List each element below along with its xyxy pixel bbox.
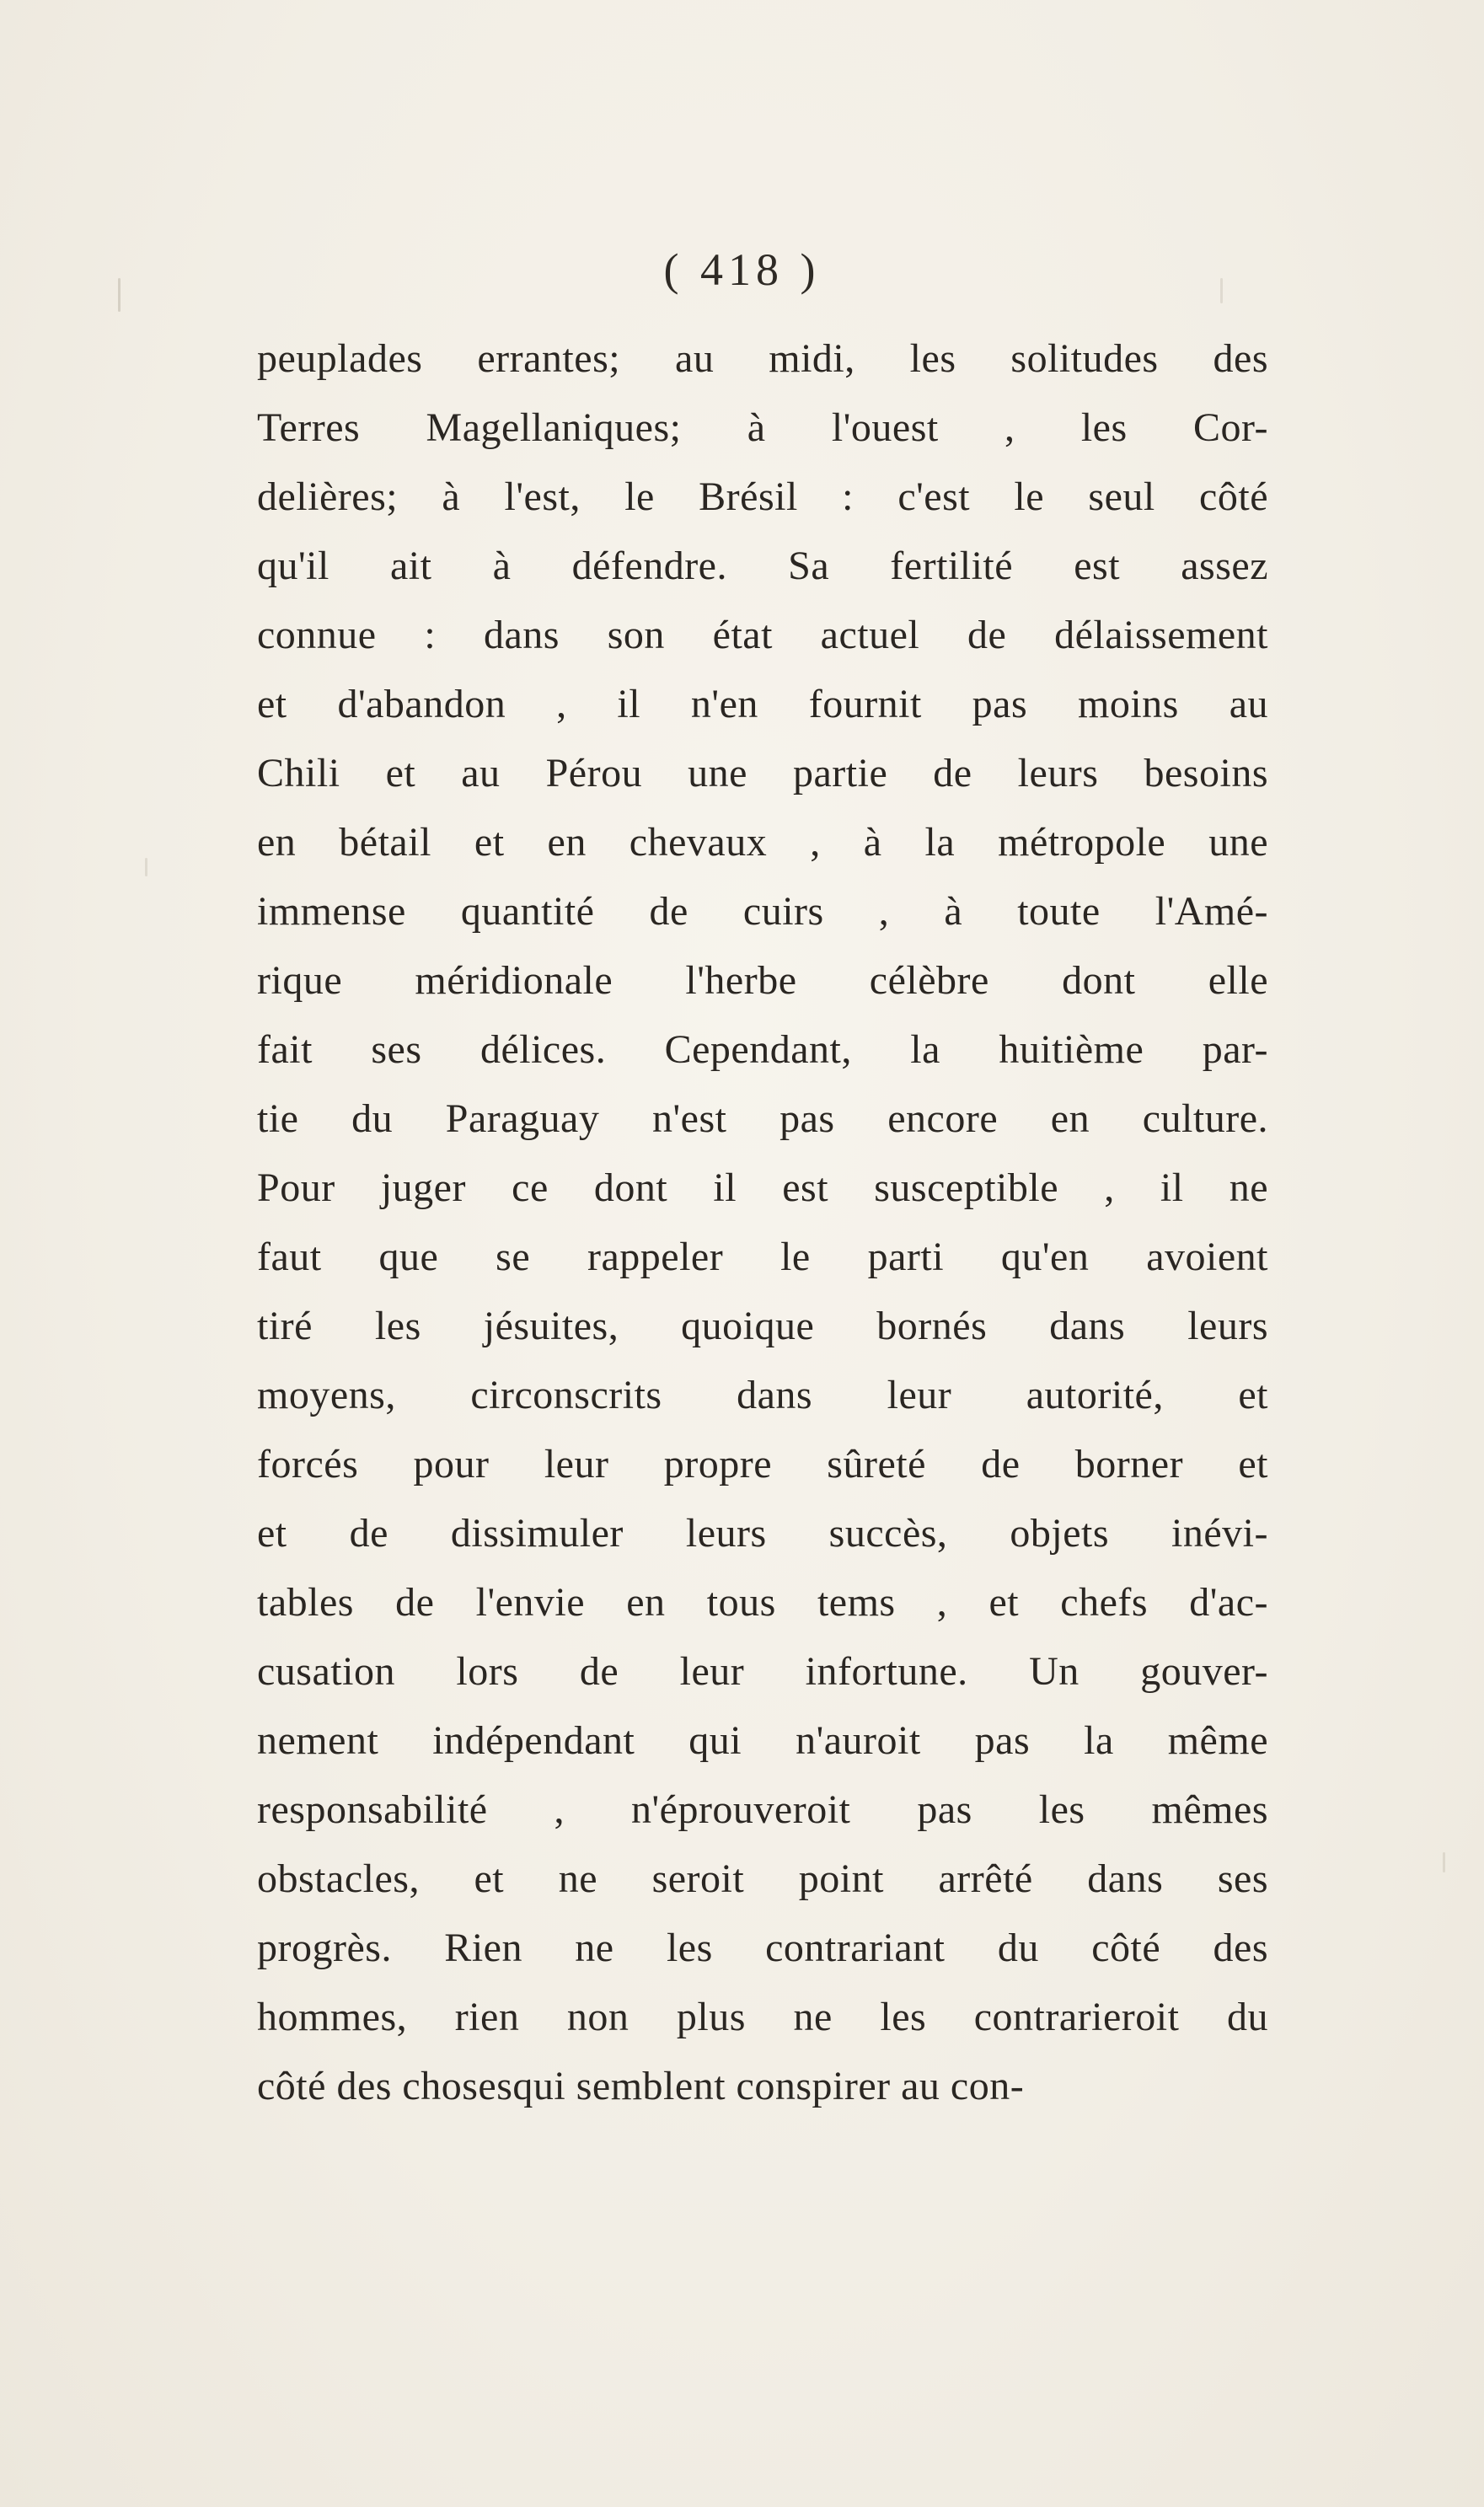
text-line: côté des chosesqui semblent conspirer au con- [257,2064,1025,2108]
text-line: delières; à l'est, le Brésil : c'est le seul côté [257,474,1268,519]
page-number: ( 418 ) [663,244,821,295]
paper-speck [1220,278,1223,303]
text-line: immense quantité de cuirs , à toute l'Amé- [257,889,1268,934]
text-line: rique méridionale l'herbe célèbre dont elle [257,958,1268,1003]
text-line: forcés pour leur propre sûreté de borner et [257,1442,1268,1487]
paper-speck [145,858,147,876]
text-line: progrès. Rien ne les contrariant du côté des [257,1926,1268,1970]
text-line: tables de l'envie en tous tems , et chefs d'ac- [257,1580,1268,1625]
text-line: nement indépendant qui n'auroit pas la même [257,1718,1268,1763]
text-line: Terres Magellaniques; à l'ouest , les Cor- [257,405,1268,450]
text-line: hommes, rien non plus ne les contrarieroit du [257,1995,1268,2039]
text-line: tiré les jésuites, quoique bornés dans leurs [257,1304,1268,1348]
paper-speck [1443,1852,1445,1872]
text-line: fait ses délices. Cependant, la huitième par- [257,1027,1268,1072]
text-line: Pour juger ce dont il est susceptible , il ne [257,1165,1268,1210]
text-line: connue : dans son état actuel de délaissement [257,613,1268,657]
text-line: cusation lors de leur infortune. Un gouver- [257,1649,1268,1694]
text-line: obstacles, et ne seroit point arrêté dans ses [257,1856,1268,1901]
body-text [257,324,1268,2121]
text-line: faut que se rappeler le parti qu'en avoient [257,1235,1268,1279]
paper-speck [118,278,121,312]
text-line: et de dissimuler leurs succès, objets inévi- [257,1511,1268,1556]
text-line: et d'abandon , il n'en fournit pas moins au [257,682,1268,726]
text-line: moyens, circonscrits dans leur autorité, et [257,1373,1268,1417]
text-line: tie du Paraguay n'est pas encore en culture. [257,1096,1268,1141]
text-line: Chili et au Pérou une partie de leurs besoins [257,751,1268,795]
text-line: qu'il ait à défendre. Sa fertilité est assez [257,544,1268,588]
text-line: responsabilité , n'éprouveroit pas les mêmes [257,1787,1268,1832]
text-line: en bétail et en chevaux , à la métropole une [257,820,1268,865]
text-line: peuplades errantes; au midi, les solitudes des [257,336,1268,381]
